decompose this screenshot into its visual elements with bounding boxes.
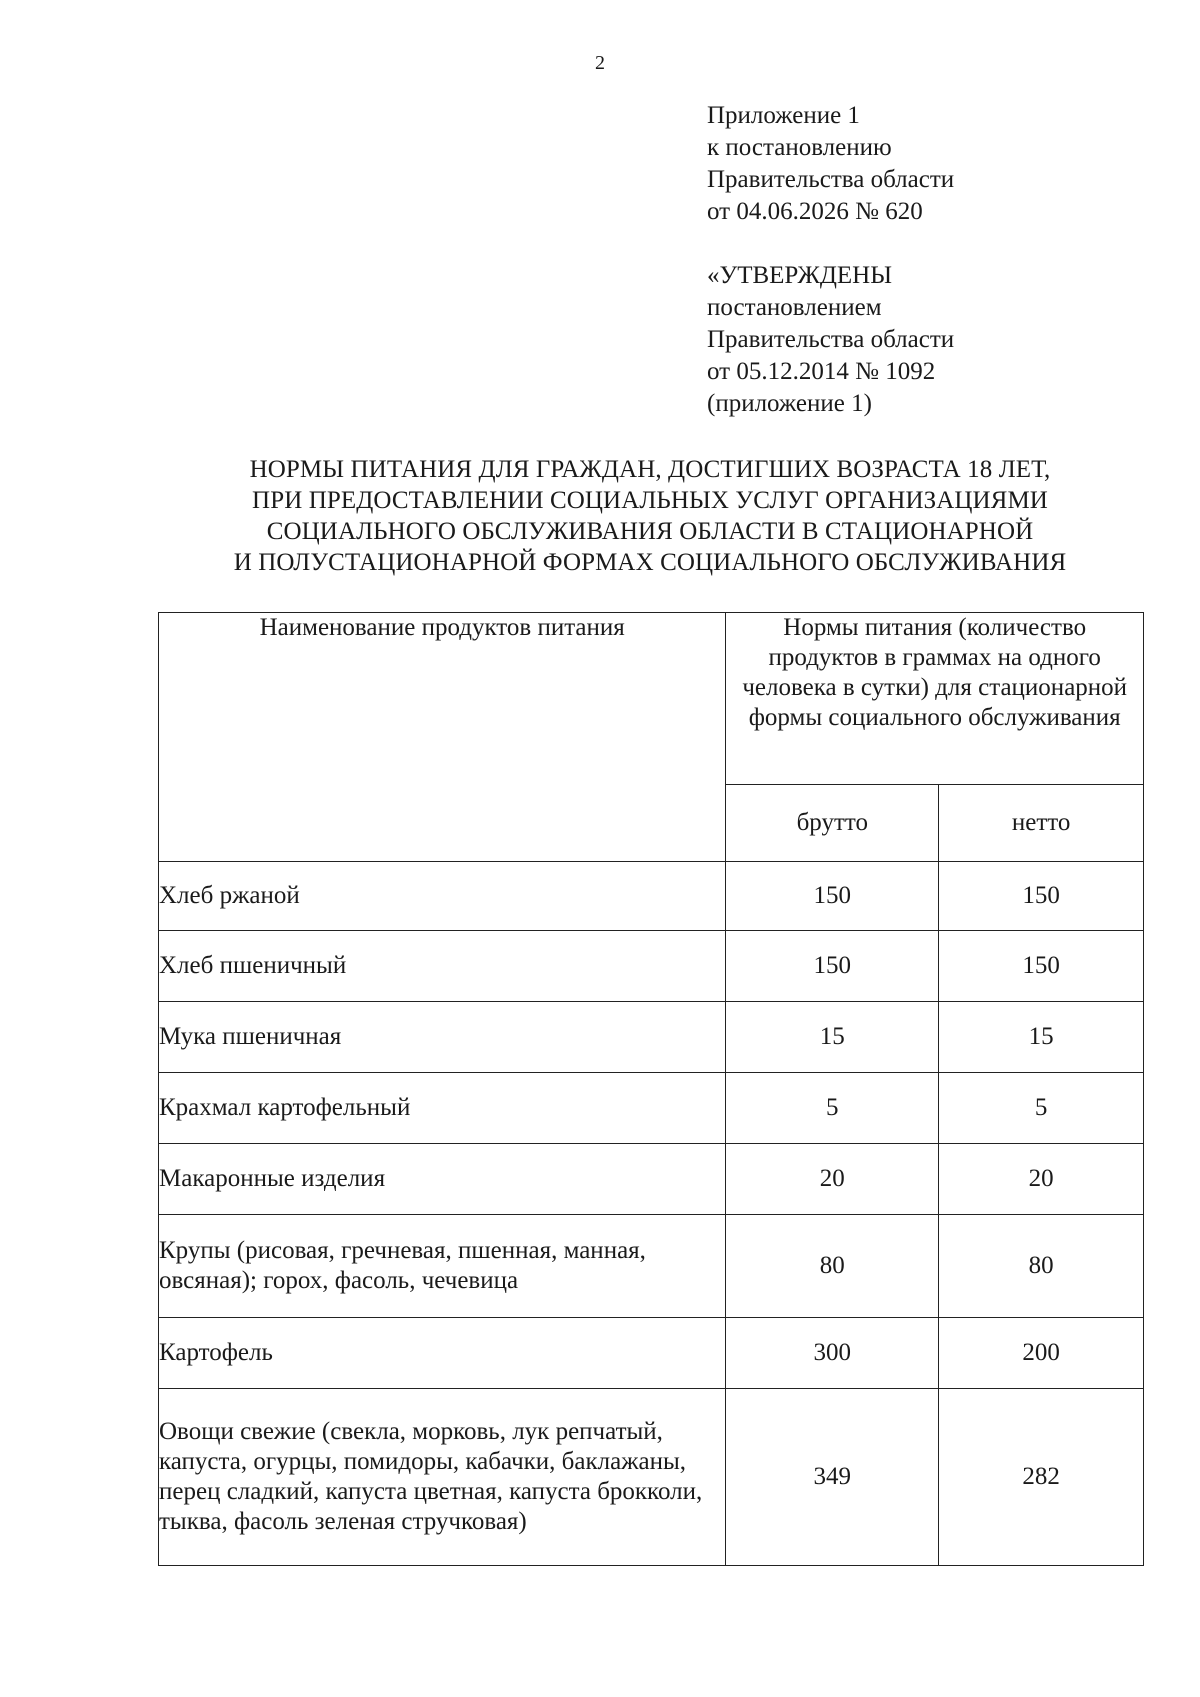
- netto-value: 20: [939, 1144, 1144, 1215]
- approved-line: «УТВЕРЖДЕНЫ: [707, 262, 893, 289]
- title-line: СОЦИАЛЬНОГО ОБСЛУЖИВАНИЯ ОБЛАСТИ В СТАЦИОНАРНОЙ: [266, 518, 1034, 545]
- nutrition-norms-table: [158, 612, 1144, 1566]
- approved-line: (приложение 1): [707, 390, 872, 417]
- approved-line: от 05.12.2014 № 1092: [707, 358, 936, 385]
- table-row: [159, 931, 1144, 1002]
- netto-value: 150: [939, 931, 1144, 1002]
- product-name: Крахмал картофельный: [159, 1073, 726, 1144]
- table-row: [159, 1318, 1144, 1389]
- header-norms: Нормы питания (количество продуктов в граммах на одного человека в сутки) для стационарной формы социального обслуживания: [726, 613, 1144, 785]
- appendix-line: Правительства области: [707, 166, 955, 193]
- appendix-line: Приложение 1: [707, 102, 860, 129]
- appendix-block: [707, 100, 954, 228]
- product-name: Макаронные изделия: [159, 1144, 726, 1215]
- appendix-line: от 04.06.2026 № 620: [707, 198, 923, 225]
- header-brutto: брутто: [726, 784, 939, 861]
- title-line: НОРМЫ ПИТАНИЯ ДЛЯ ГРАЖДАН, ДОСТИГШИХ ВОЗРАСТА 18 ЛЕТ,: [249, 456, 1051, 483]
- product-name: Хлеб ржаной: [159, 862, 726, 931]
- netto-value: 200: [939, 1318, 1144, 1389]
- table-row: [159, 862, 1144, 931]
- product-name: Хлеб пшеничный: [159, 931, 726, 1002]
- table-row: [159, 1215, 1144, 1318]
- product-name: Крупы (рисовая, гречневая, пшенная, манная, овсяная); горох, фасоль, чечевица: [159, 1215, 726, 1318]
- netto-value: 5: [939, 1073, 1144, 1144]
- brutto-value: 150: [726, 931, 939, 1002]
- product-name: Картофель: [159, 1318, 726, 1389]
- product-name: Мука пшеничная: [159, 1002, 726, 1073]
- netto-value: 15: [939, 1002, 1144, 1073]
- brutto-value: 5: [726, 1073, 939, 1144]
- approved-block: [707, 260, 954, 420]
- table-row: [159, 1002, 1144, 1073]
- brutto-value: 349: [726, 1389, 939, 1566]
- document-title: [150, 454, 1150, 578]
- brutto-value: 15: [726, 1002, 939, 1073]
- netto-value: 80: [939, 1215, 1144, 1318]
- table-row: [159, 1144, 1144, 1215]
- netto-value: 150: [939, 862, 1144, 931]
- table-row: [159, 1073, 1144, 1144]
- header-netto: нетто: [939, 784, 1144, 861]
- table-row: [159, 1389, 1144, 1566]
- header-product-name: Наименование продуктов питания: [159, 613, 726, 862]
- approved-line: постановлением: [707, 294, 882, 321]
- title-line: ПРИ ПРЕДОСТАВЛЕНИИ СОЦИАЛЬНЫХ УСЛУГ ОРГАНИЗАЦИЯМИ: [252, 487, 1048, 514]
- product-name: Овощи свежие (свекла, морковь, лук репчатый, капуста, огурцы, помидоры, кабачки, баклажаны, перец сладкий, капуста цветная, капуста брокколи, тыква, фасоль зеленая стручковая): [159, 1389, 726, 1566]
- page-number: 2: [595, 52, 605, 74]
- netto-value: 282: [939, 1389, 1144, 1566]
- title-line: И ПОЛУСТАЦИОНАРНОЙ ФОРМАХ СОЦИАЛЬНОГО ОБСЛУЖИВАНИЯ: [233, 549, 1067, 576]
- brutto-value: 300: [726, 1318, 939, 1389]
- brutto-value: 150: [726, 862, 939, 931]
- brutto-value: 80: [726, 1215, 939, 1318]
- brutto-value: 20: [726, 1144, 939, 1215]
- appendix-line: к постановлению: [707, 134, 892, 161]
- approved-line: Правительства области: [707, 326, 955, 353]
